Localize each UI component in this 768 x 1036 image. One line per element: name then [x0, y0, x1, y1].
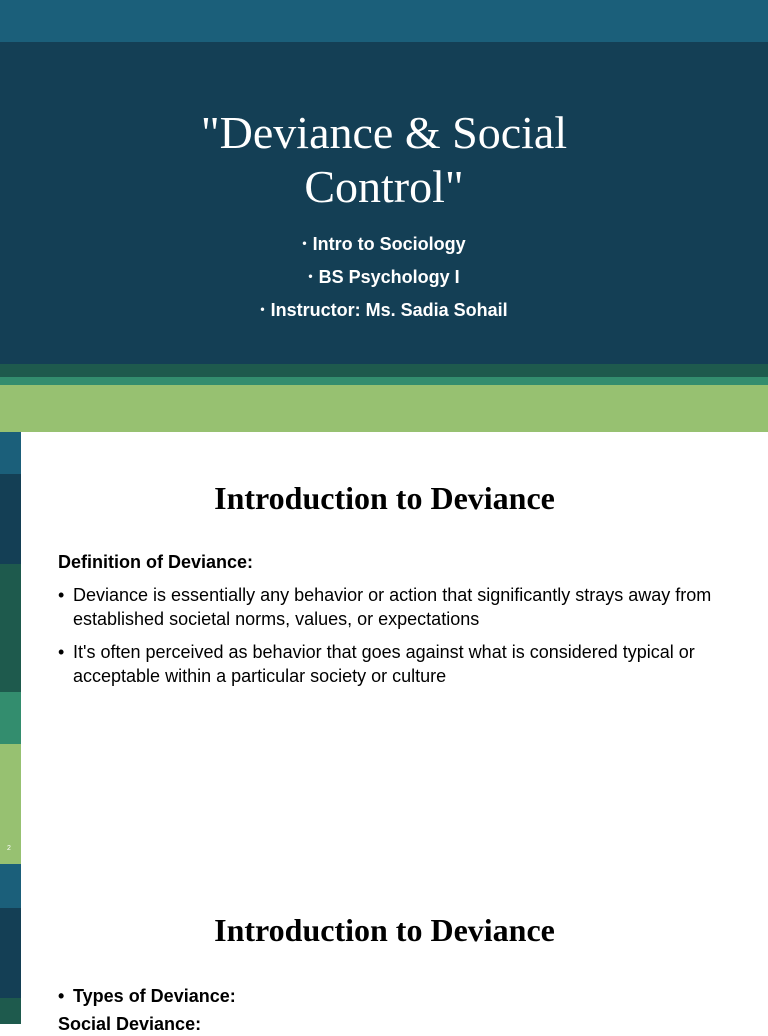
title-slide	[0, 0, 768, 432]
stripe-segment-dark-green	[0, 564, 21, 692]
subtitle-item: • Intro to Sociology	[302, 234, 466, 254]
bullet-icon: •	[260, 302, 265, 316]
stripe-segment-green	[0, 692, 21, 744]
subtitle-item: • BS Psychology I	[308, 267, 460, 287]
accent-band-light-green	[0, 385, 768, 432]
bullet-icon: •	[308, 269, 313, 283]
title-line-1: "Deviance & Social	[200, 107, 568, 158]
bullet-icon: •	[302, 236, 307, 250]
slide-number: 2	[7, 845, 11, 852]
slide-heading: Introduction to Deviance	[214, 912, 555, 948]
bullet-icon: •	[58, 585, 65, 605]
stripe-segment-navy	[0, 474, 21, 564]
definition-bullet: • Deviance is essentially any behavior or action that significantly strays away from established societal norms, values, or expectations	[58, 585, 712, 629]
bullet-icon: •	[58, 986, 65, 1006]
stripe-segment-dark-green	[0, 998, 21, 1024]
stripe-segment-teal	[0, 864, 21, 908]
social-deviance-subheading: Social Deviance:	[58, 1014, 202, 1034]
types-bullet: • Types of Deviance:	[58, 986, 236, 1006]
subtitle-item: • Instructor: Ms. Sadia Sohail	[260, 300, 508, 320]
accent-band-green	[0, 377, 768, 385]
top-accent-band	[0, 0, 768, 42]
bullet-icon: •	[58, 642, 65, 662]
presentation-title	[0, 106, 768, 214]
definition-bullet: • It's often perceived as behavior that goes against what is considered typical or acceptable within a particular society or culture	[58, 642, 695, 686]
stripe-segment-teal	[0, 432, 21, 474]
subtitle-list	[0, 227, 768, 326]
slide-heading: Introduction to Deviance	[214, 480, 555, 516]
definition-subheading: Definition of Deviance:	[58, 552, 254, 572]
title-line-2: Control"	[304, 161, 464, 212]
accent-band-dark-green	[0, 364, 768, 377]
stripe-segment-navy	[0, 908, 21, 998]
